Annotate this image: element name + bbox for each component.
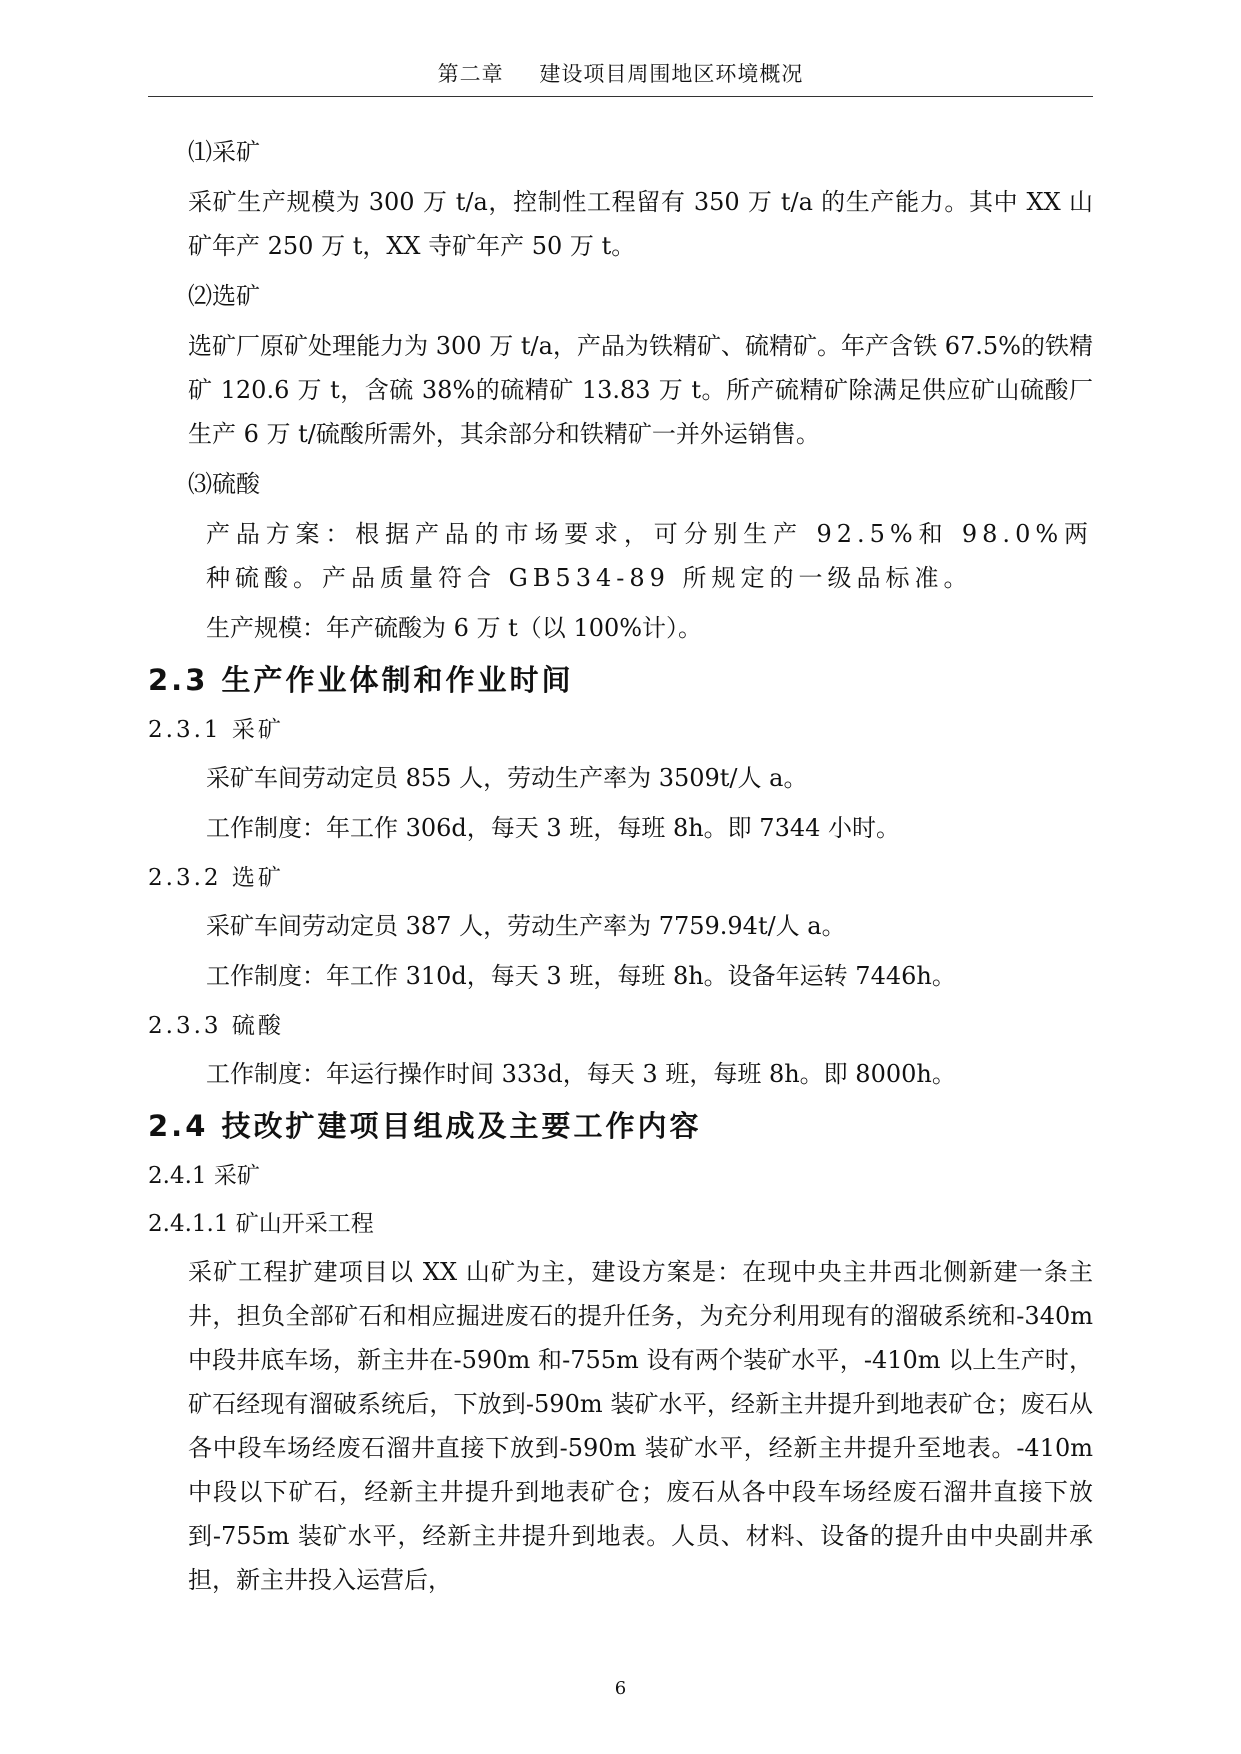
dressing-paragraph: 选矿厂原矿处理能力为 300 万 t/a，产品为铁精矿、硫精矿。年产含铁 67.5%的铁精矿 120.6 万 t，含硫 38%的硫精矿 13.83 万 t。所产硫精矿除满足供应矿山硫酸厂生产 6 万 t/硫酸所需外，其余部分和铁精矿一并外运销售。 <box>188 332 1093 448</box>
acid-paragraph-plan: 产品方案：根据产品的市场要求，可分别生产 92.5%和 98.0%两种硫酸。产品质量符合 GB534-89 所规定的一级品标准。 <box>206 520 1093 592</box>
mining-paragraph: 采矿生产规模为 300 万 t/a，控制性工程留有 350 万 t/a 的生产能力。其中 XX 山矿年产 250 万 t，XX 寺矿年产 50 万 t。 <box>188 188 1093 260</box>
subsection-heading-2-3-3: 2.3.3 硫酸 <box>148 1013 284 1039</box>
subsection-2-3-1-staffing: 采矿车间劳动定员 855 人，劳动生产率为 3509t/人 a。 <box>206 764 808 792</box>
subsection-2-3-3-schedule: 工作制度：年运行操作时间 333d，每天 3 班，每班 8h。即 8000h。 <box>206 1060 956 1088</box>
mining-heading: ⑴采矿 <box>188 138 260 166</box>
section-heading-2-4: 2.4 技改扩建项目组成及主要工作内容 <box>148 1109 702 1143</box>
subsection-2-3-1-schedule: 工作制度：年工作 306d，每天 3 班，每班 8h。即 7344 小时。 <box>206 814 901 842</box>
subsection-heading-2-4-1: 2.4.1 采矿 <box>148 1163 260 1189</box>
subsection-2-3-2-schedule: 工作制度：年工作 310d，每天 3 班，每班 8h。设备年运转 7446h。 <box>206 962 956 990</box>
header-rule <box>148 96 1093 97</box>
subsection-heading-2-4-1-1: 2.4.1.1 矿山开采工程 <box>148 1211 374 1237</box>
acid-paragraph-scale: 生产规模：年产硫酸为 6 万 t（以 100%计）。 <box>206 614 703 642</box>
subsection-heading-2-3-2: 2.3.2 选矿 <box>148 865 284 891</box>
page-body <box>148 130 1093 1608</box>
subsection-2-4-1-1-paragraph: 采矿工程扩建项目以 XX 山矿为主，建设方案是：在现中央主井西北侧新建一条主井，担负全部矿石和相应掘进废石的提升任务，为充分利用现有的溜破系统和-340m 中段井底车场，新主井在-590m 和-755m 设有两个装矿水平，-410m 以上生产时，矿石经现有溜破系统后，下放到-590m 装矿水平，经新主井提升到地表矿仓；废石从各中段车场经废石溜井直接下放到-590m 装矿水平，经新主井提升至地表。-410m 中段以下矿石，经新主井提升到地表矿仓；废石从各中段车场经废石溜井直接下放到-755m 装矿水平，经新主井提升到地表。人员、材料、设备的提升由中央副井承担，新主井投入运营后， <box>188 1258 1093 1594</box>
dressing-heading: ⑵选矿 <box>188 282 260 310</box>
acid-heading: ⑶硫酸 <box>188 470 260 498</box>
subsection-2-3-2-staffing: 采矿车间劳动定员 387 人，劳动生产率为 7759.94t/人 a。 <box>206 912 846 940</box>
header-chapter: 第二章 <box>437 62 504 86</box>
subsection-heading-2-3-1: 2.3.1 采矿 <box>148 717 284 743</box>
header-title: 建设项目周围地区环境概况 <box>539 62 804 86</box>
page-number: 6 <box>614 1678 627 1699</box>
running-header <box>0 58 1241 88</box>
section-heading-2-3: 2.3 生产作业体制和作业时间 <box>148 663 574 697</box>
